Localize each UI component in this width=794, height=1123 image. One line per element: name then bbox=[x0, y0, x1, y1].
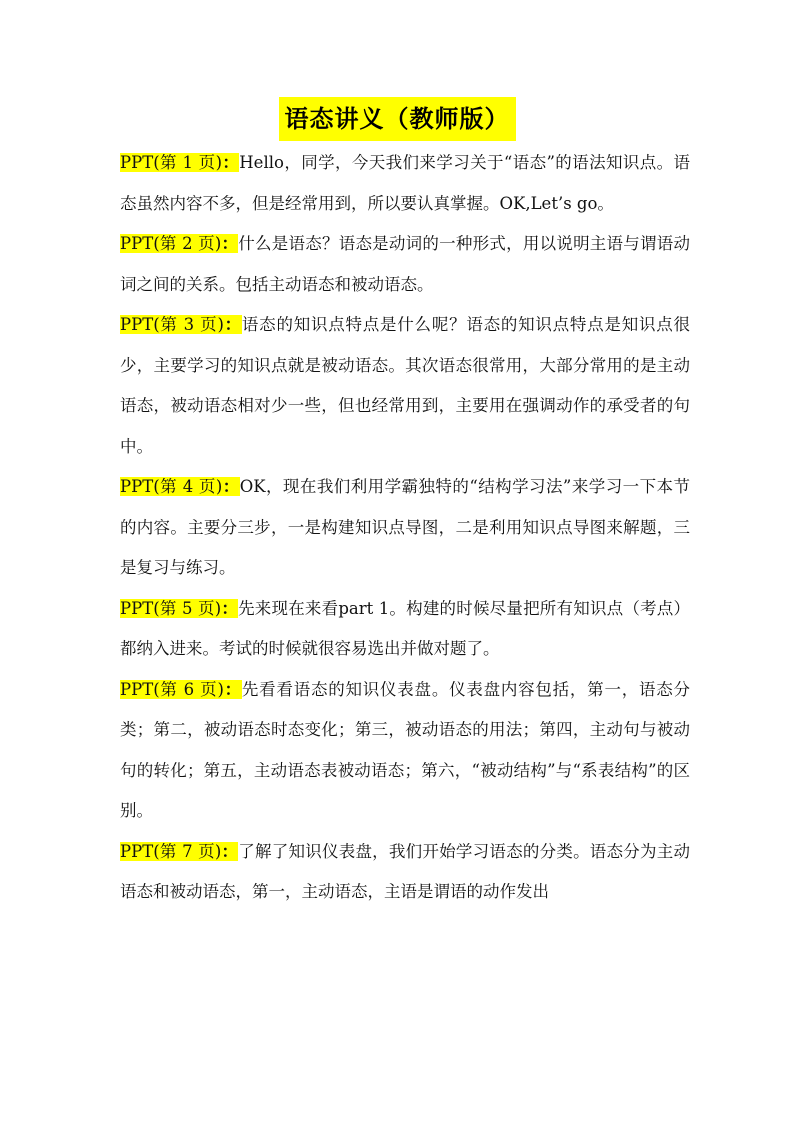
paragraph-ppt-7 bbox=[120, 832, 690, 913]
paragraph-text: 语态的知识点特点是什么呢？语态的知识点特点是知识点很少，主要学习的知识点就是被动语态。其次语态很常用，大部分常用的是主动语态，被动语态相对少一些，但也经常用到，主要用在强调动作的承受者的句中。 bbox=[120, 315, 691, 456]
paragraph-text: 先来现在来看part 1。构建的时候尽量把所有知识点（考点）都纳入进来。考试的时候就很容易选出并做对题了。 bbox=[120, 598, 690, 658]
document-title: 语态讲义（教师版） bbox=[279, 97, 516, 141]
paragraph-ppt-4 bbox=[120, 467, 690, 589]
ppt-page-tag: PPT(第 5 页) bbox=[120, 598, 222, 618]
ppt-page-tag: PPT(第 6 页) bbox=[120, 679, 224, 699]
paragraph-text: 什么是语态？语态是动词的一种形式，用以说明主语与谓语动词之间的关系。包括主动语态和被动语态。 bbox=[120, 234, 691, 294]
paragraph-ppt-5 bbox=[120, 589, 690, 670]
tag-colon: ： bbox=[221, 234, 239, 253]
ppt-page-tag: PPT(第 7 页) bbox=[120, 841, 222, 861]
ppt-page-tag: PPT(第 3 页) bbox=[120, 315, 224, 334]
paragraph-text: Hello，同学，今天我们来学习关于“语态”的语法知识点。语态虽然内容不多，但是经常用到，所以要认真掌握。OK,Let’s go。 bbox=[120, 153, 691, 213]
tag-colon: ： bbox=[223, 315, 242, 334]
tag-colon: ： bbox=[221, 841, 239, 861]
paragraph-ppt-2 bbox=[120, 224, 690, 305]
ppt-page-tag: PPT(第 2 页) bbox=[120, 234, 222, 253]
tag-colon: ： bbox=[222, 477, 240, 496]
title-container bbox=[0, 97, 794, 141]
tag-colon: ： bbox=[222, 153, 240, 172]
paragraph-ppt-6 bbox=[120, 670, 690, 832]
paragraph-ppt-3 bbox=[120, 305, 690, 467]
paragraph-text: 了解了知识仪表盘，我们开始学习语态的分类。语态分为主动语态和被动语态，第一，主动语态，主语是谓语的动作发出 bbox=[120, 841, 691, 901]
ppt-page-tag: PPT(第 1 页) bbox=[120, 153, 223, 172]
paragraph-ppt-1 bbox=[120, 143, 690, 224]
document-body bbox=[120, 143, 690, 913]
ppt-page-tag: PPT(第 4 页) bbox=[120, 477, 223, 496]
tag-colon: ： bbox=[223, 679, 242, 699]
paragraph-text: 先看看语态的知识仪表盘。仪表盘内容包括，第一，语态分类；第二，被动语态时态变化；第三，被动语态的用法；第四，主动句与被动句的转化；第五，主动语态表被动语态；第六，“被动结构”与“系表结构”的区别。 bbox=[120, 679, 691, 820]
paragraph-text: OK，现在我们利用学霸独特的“结构学习法”来学习一下本节的内容。主要分三步，一是构建知识点导图，二是利用知识点导图来解题，三是复习与练习。 bbox=[120, 477, 690, 577]
tag-colon: ： bbox=[221, 598, 239, 618]
